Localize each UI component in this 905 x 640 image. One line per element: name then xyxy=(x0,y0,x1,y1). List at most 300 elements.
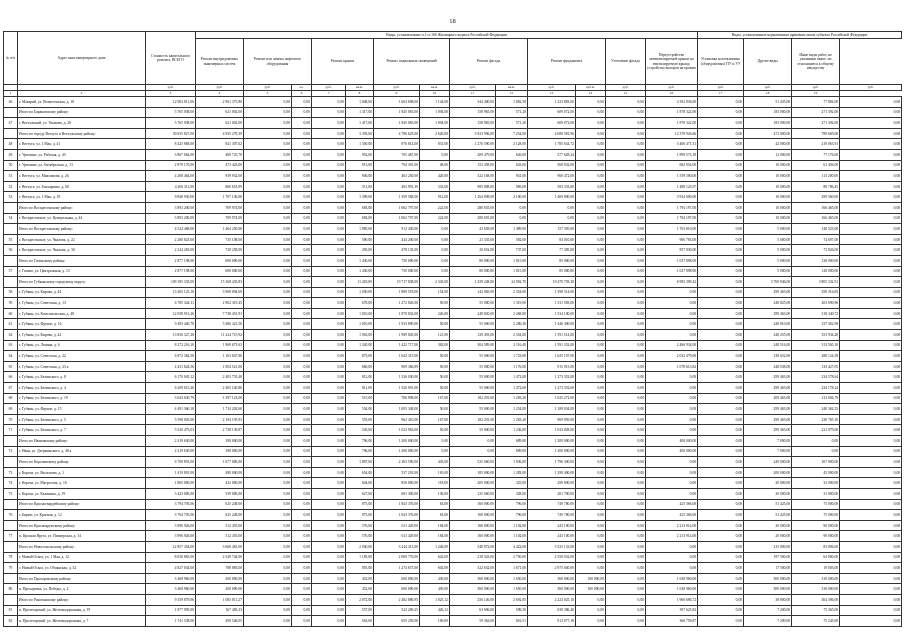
value-cell: 5 525 133,00 xyxy=(528,541,576,552)
value-cell: 642,00 xyxy=(420,552,450,563)
value-cell: 160 000,00 xyxy=(450,520,496,531)
units-cell: руб. xyxy=(146,85,196,91)
row-number xyxy=(4,541,18,552)
value-cell: 0,00 xyxy=(312,171,346,182)
value-cell: 906 783,00 xyxy=(646,234,698,245)
value-cell: 0,00 xyxy=(698,478,744,489)
value-cell: 55 000,00 xyxy=(450,404,496,415)
value-cell: 1 176,00 xyxy=(496,361,528,372)
value-cell: 310 000,00 xyxy=(792,573,840,584)
value-cell: 400 000,00 xyxy=(646,436,698,447)
value-cell: 0,00 xyxy=(606,287,646,298)
value-cell: 1 298 400,00 xyxy=(528,467,576,478)
value-cell: 3 769 946,00 xyxy=(744,277,792,288)
value-cell: 1 707 136,00 xyxy=(196,192,244,203)
units-cell: руб. xyxy=(646,85,698,91)
value-cell: 0,00 xyxy=(292,171,312,182)
value-cell: 0,00 xyxy=(292,255,312,266)
value-cell: 10 000,00 xyxy=(744,160,792,171)
value-cell: 0,00 xyxy=(606,510,646,521)
value-cell: 19 003,00 xyxy=(792,563,840,574)
total-label: Итого по Ракитянскому району: xyxy=(18,594,146,605)
value-cell: 873,00 xyxy=(346,351,374,362)
value-cell: 488 000,00 xyxy=(196,467,244,478)
value-cell: 0,00 xyxy=(576,149,606,160)
value-cell: 0,00 xyxy=(244,181,292,192)
value-cell: 976 814,00 xyxy=(374,139,420,150)
value-cell: 2 961 375,80 xyxy=(196,97,244,108)
row-number: 72 xyxy=(4,446,18,457)
value-cell: 0,00 xyxy=(420,436,450,447)
value-cell: 1 189 034,00 xyxy=(528,404,576,415)
row-number: 46 xyxy=(4,97,18,108)
value-cell: 0,00 xyxy=(312,383,346,394)
total-label: Итого по Губкинскому городскому округу: xyxy=(18,277,146,288)
value-cell: 169,00 xyxy=(420,616,450,627)
value-cell: 0,00 xyxy=(840,520,902,531)
value-cell: 3 468 960,00 xyxy=(146,584,196,595)
value-cell: 962 410,00 xyxy=(374,414,420,425)
col-facade-header: Ремонт фасада xyxy=(450,39,528,85)
value-cell: 1 283,20 xyxy=(496,414,528,425)
value-cell: 1 144,00 xyxy=(420,97,450,108)
value-cell: 0,00 xyxy=(840,213,902,224)
units-cell: руб. xyxy=(196,85,244,91)
value-cell: 0,00 xyxy=(312,128,346,139)
value-cell: 0,00 xyxy=(698,499,744,510)
value-cell: 0,00 xyxy=(312,351,346,362)
value-cell: 21 335,00 xyxy=(450,234,496,245)
value-cell: 55 000,00 xyxy=(450,298,496,309)
value-cell: 0,00 xyxy=(576,372,606,383)
value-cell: 128 000,00 xyxy=(792,255,840,266)
value-cell: 705 467,00 xyxy=(374,149,420,160)
value-cell: 128 000,00 xyxy=(792,266,840,277)
address-cell: г. Губкин, ул. Белинского, д. 7 xyxy=(18,425,146,436)
value-cell: 188 000,00 xyxy=(196,436,244,447)
value-cell: 0,00 xyxy=(606,181,646,192)
value-cell: 0,00 xyxy=(244,149,292,160)
row-number: 54 xyxy=(4,213,18,224)
value-cell: 77 176,00 xyxy=(792,149,840,160)
value-cell: 796,00 xyxy=(346,436,374,447)
value-cell: 0,00 xyxy=(576,414,606,425)
value-cell: 0,00 xyxy=(606,319,646,330)
value-cell: 148 523,00 xyxy=(792,224,840,235)
value-cell: 2 879 170,00 xyxy=(146,160,196,171)
value-cell: 1 078 613,82 xyxy=(646,361,698,372)
address-cell: г. Воскресенское, ул. Чкалова, д. 30 xyxy=(18,245,146,256)
value-cell: 0,00 xyxy=(606,616,646,627)
value-cell: 600 000,00 xyxy=(374,584,420,595)
value-cell: 1 469 800,00 xyxy=(528,192,576,203)
value-cell: 2 116,40 xyxy=(496,340,528,351)
value-cell: 2 194 195,93 xyxy=(196,414,244,425)
value-cell: 50,00 xyxy=(420,425,450,436)
value-cell: 0,00 xyxy=(606,520,646,531)
value-cell: 611 429,00 xyxy=(374,531,420,542)
row-number: 80 xyxy=(4,584,18,595)
value-cell: 2 268,00 xyxy=(496,308,528,319)
value-cell: 0,00 xyxy=(312,340,346,351)
value-cell: 812,00 xyxy=(346,372,374,383)
value-cell: 0,00 xyxy=(698,436,744,447)
row-number: 48 xyxy=(4,139,18,150)
value-cell: 2 549 744,00 xyxy=(196,552,244,563)
value-cell: 382,00 xyxy=(420,340,450,351)
column-number-cell: 8 xyxy=(346,91,374,97)
address-cell: г. Губкин, ул. Комсомольская, д. 48 xyxy=(18,308,146,319)
column-number-cell: 7 xyxy=(312,91,346,97)
value-cell: 51 435,00 xyxy=(744,97,792,108)
value-cell: 0,00 xyxy=(244,616,292,627)
value-cell: 248 825,00 xyxy=(744,298,792,309)
column-number-cell: 12 xyxy=(496,91,528,97)
value-cell: 2 128,00 xyxy=(496,139,528,150)
value-cell: 0,00 xyxy=(606,552,646,563)
value-cell: 1 526 030,00 xyxy=(374,372,420,383)
value-cell: 3 468 960,00 xyxy=(146,573,196,584)
value-cell: 0,00 xyxy=(840,277,902,288)
value-cell: 0,00 xyxy=(698,266,744,277)
value-cell: 0,00 xyxy=(244,573,292,584)
value-cell: 0,00 xyxy=(606,372,646,383)
value-cell: 0,00 xyxy=(698,277,744,288)
value-cell: 0,00 xyxy=(698,118,744,129)
value-cell: 0,00 xyxy=(312,308,346,319)
value-cell: 0,00 xyxy=(244,414,292,425)
value-cell: 157 395,00 xyxy=(528,224,576,235)
row-number: 59 xyxy=(4,298,18,309)
value-cell: 639 386,40 xyxy=(528,605,576,616)
value-cell: 0,00 xyxy=(576,340,606,351)
row-number: 69 xyxy=(4,404,18,415)
value-cell: 0,00 xyxy=(244,171,292,182)
value-cell: 1 010,00 xyxy=(346,308,374,319)
value-cell: 0,00 xyxy=(576,478,606,489)
units-cell: руб. xyxy=(312,85,346,91)
units-cell: кв.м. xyxy=(496,85,528,91)
row-number: 79 xyxy=(4,563,18,574)
value-cell: 20 000,00 xyxy=(744,478,792,489)
value-cell: 1 878 322,00 xyxy=(646,118,698,129)
row-number xyxy=(4,594,18,605)
value-cell: 609 072,00 xyxy=(528,107,576,118)
table-row xyxy=(4,234,902,245)
value-cell: 248 516,00 xyxy=(744,340,792,351)
value-cell: 0,00 xyxy=(576,520,606,531)
value-cell: 432 000,00 xyxy=(196,478,244,489)
address-cell: г. Ветлуга, ул. Максимова, д. 26 xyxy=(18,171,146,182)
value-cell: 9 483 440,78 xyxy=(146,319,196,330)
value-cell: 706 898,00 xyxy=(374,393,420,404)
value-cell: 2 069 776,00 xyxy=(374,552,420,563)
row-number: 58 xyxy=(4,287,18,298)
value-cell: 0,00 xyxy=(646,563,698,574)
value-cell: 4 935 279,39 xyxy=(196,128,244,139)
value-cell: 0,00 xyxy=(698,531,744,542)
value-cell: 0,00 xyxy=(312,139,346,150)
value-cell: 796,00 xyxy=(496,510,528,521)
value-cell: 85 000,00 xyxy=(528,255,576,266)
value-cell: 1 063,00 xyxy=(346,330,374,341)
value-cell: 0,00 xyxy=(698,330,744,341)
value-cell: 2 213 914,00 xyxy=(646,520,698,531)
value-cell: 360 000,00 xyxy=(528,584,576,595)
value-cell: 0,00 xyxy=(840,478,902,489)
value-cell: 0,00 xyxy=(292,552,312,563)
value-cell: 0,00 xyxy=(292,594,312,605)
column-number-cell: 9 xyxy=(374,91,420,97)
value-cell: 63,00 xyxy=(420,499,450,510)
value-cell: 0,00 xyxy=(312,277,346,288)
table-row xyxy=(4,139,902,150)
value-cell: 10 000,00 xyxy=(744,171,792,182)
value-cell: 205 000,00 xyxy=(450,478,496,489)
value-cell: 222,00 xyxy=(420,213,450,224)
value-cell: 9 359 879,06 xyxy=(146,594,196,605)
units-cell: ед. xyxy=(292,85,312,91)
value-cell: 5 000,00 xyxy=(744,234,792,245)
table-row xyxy=(4,425,902,436)
value-cell: 0,00 xyxy=(292,425,312,436)
value-cell: 121,00 xyxy=(420,330,450,341)
value-cell: 1 559 580,00 xyxy=(646,171,698,182)
value-cell: 1 446 300,00 xyxy=(528,319,576,330)
value-cell: 789 669,00 xyxy=(792,128,840,139)
value-cell: 952,00 xyxy=(346,149,374,160)
value-cell: 5 000,00 xyxy=(744,255,792,266)
address-cell: п. Пролетарский, ул. Железнодорожная, д. 7 xyxy=(18,616,146,627)
value-cell: 182 291,00 xyxy=(450,414,496,425)
value-cell: 5 765 038,00 xyxy=(146,107,196,118)
value-cell: 0,00 xyxy=(840,97,902,108)
value-cell: 912 430,00 xyxy=(374,224,420,235)
value-cell: 1 845 065,00 xyxy=(374,118,420,129)
value-cell: 0,00 xyxy=(312,234,346,245)
value-cell: 0,00 xyxy=(606,308,646,319)
value-cell: 0,00 xyxy=(698,181,744,192)
value-cell: 0,00 xyxy=(698,255,744,266)
value-cell: 608 000,00 xyxy=(196,266,244,277)
value-cell: 50,00 xyxy=(420,372,450,383)
value-cell: 1 848,00 xyxy=(346,97,374,108)
value-cell: 1 796 300,00 xyxy=(528,457,576,468)
value-cell: 0,00 xyxy=(312,266,346,277)
value-cell: 3 934 000,00 xyxy=(646,192,698,203)
value-cell: 100 000,00 xyxy=(576,584,606,595)
table-row xyxy=(4,584,902,595)
value-cell: 201 700,00 xyxy=(528,488,576,499)
table-row xyxy=(4,192,902,203)
value-cell: 75 245,00 xyxy=(792,616,840,627)
value-cell: 0,00 xyxy=(244,531,292,542)
value-cell: 1 723,00 xyxy=(496,351,528,362)
table-row xyxy=(4,213,902,224)
value-cell: 0,00 xyxy=(292,224,312,235)
col-total-header: Стоимость капитального ремонта, ВСЕГО xyxy=(146,32,196,85)
value-cell: 50,00 xyxy=(420,383,450,394)
value-cell: 0,00 xyxy=(292,499,312,510)
value-cell: 3 423 000,00 xyxy=(146,488,196,499)
value-cell: 0,00 xyxy=(698,383,744,394)
value-cell: 3 244 413,00 xyxy=(374,541,420,552)
value-cell: 299 463,00 xyxy=(744,404,792,415)
value-cell: 230 765,10 xyxy=(792,414,840,425)
value-cell: 0,00 xyxy=(244,97,292,108)
address-cell: г. Макарий, ул. Вознесенская, д. 18 xyxy=(18,97,146,108)
value-cell: 0,00 xyxy=(244,213,292,224)
value-cell: 48,00 xyxy=(420,160,450,171)
total-row xyxy=(4,541,902,552)
value-cell: 0,00 xyxy=(646,541,698,552)
value-cell: 1 200 000,00 xyxy=(528,436,576,447)
value-cell: 209 479,00 xyxy=(450,149,496,160)
value-cell: 30 655 827,00 xyxy=(146,128,196,139)
table-row xyxy=(4,351,902,362)
value-cell: 64 800,00 xyxy=(792,552,840,563)
value-cell: 4 422,00 xyxy=(496,541,528,552)
value-cell: 397 625,82 xyxy=(646,605,698,616)
value-cell: 1 422 717,00 xyxy=(374,340,420,351)
value-cell: 2 975 040,00 xyxy=(528,563,576,574)
value-cell: 1 025 272,00 xyxy=(528,393,576,404)
column-number-cell: 3 xyxy=(146,91,196,97)
value-cell: 1 785 634,72 xyxy=(528,139,576,150)
value-cell: 113 200,00 xyxy=(792,171,840,182)
column-number-cell: 6 xyxy=(292,91,312,97)
row-number xyxy=(4,128,18,139)
value-cell: 1 350,00 xyxy=(346,139,374,150)
value-cell: 0,00 xyxy=(576,308,606,319)
value-cell: 337 362,98 xyxy=(792,319,840,330)
value-cell: 1 003 348,00 xyxy=(374,404,420,415)
value-cell: 0,00 xyxy=(576,541,606,552)
value-cell: 200 000,00 xyxy=(744,467,792,478)
value-cell: 1 094,00 xyxy=(420,118,450,129)
value-cell: 1 489,00 xyxy=(496,224,528,235)
value-cell: 0,00 xyxy=(244,383,292,394)
value-cell: 1 591 352,00 xyxy=(528,340,576,351)
value-cell: 133 427,05 xyxy=(792,361,840,372)
value-cell: 1 865 000,00 xyxy=(146,478,196,489)
value-cell: 188 000,00 xyxy=(196,446,244,457)
value-cell: 20 000,00 xyxy=(744,520,792,531)
value-cell: 913,00 xyxy=(346,160,374,171)
value-cell: 2 032 479,00 xyxy=(646,351,698,362)
value-cell: 1 882,58 xyxy=(496,97,528,108)
col-roof-header: Ремонт крыши xyxy=(312,39,374,85)
value-cell: 5 486 421,50 xyxy=(196,319,244,330)
value-cell: 51 425,00 xyxy=(744,499,792,510)
value-cell: 0,00 xyxy=(606,160,646,171)
table-row xyxy=(4,245,902,256)
value-cell: 689,00 xyxy=(496,446,528,457)
value-cell: 0,00 xyxy=(698,563,744,574)
value-cell: 12 902 811,06 xyxy=(146,97,196,108)
value-cell: 2 728 139,87 xyxy=(196,425,244,436)
value-cell: 4 827 034,00 xyxy=(146,563,196,574)
table-row xyxy=(4,160,902,171)
value-cell: 218 343,00 xyxy=(450,552,496,563)
value-cell: 8 425 868,00 xyxy=(146,139,196,150)
value-cell: 0,00 xyxy=(698,510,744,521)
value-cell: 1 889 518,00 xyxy=(374,287,420,298)
value-cell: 7 254,00 xyxy=(496,128,528,139)
value-cell: 1 283,20 xyxy=(496,393,528,404)
value-cell: 0,00 xyxy=(840,383,902,394)
value-cell: 295,00 xyxy=(346,245,374,256)
units-cell: руб. xyxy=(528,85,576,91)
value-cell: 0,00 xyxy=(244,436,292,447)
value-cell: 0,00 xyxy=(606,584,646,595)
value-cell: 15 168 435,83 xyxy=(196,277,244,288)
value-cell: 288 124,58 xyxy=(792,351,840,362)
value-cell: 0,00 xyxy=(292,478,312,489)
value-cell: 165,00 xyxy=(420,467,450,478)
value-cell: 166 465,00 xyxy=(792,213,840,224)
value-cell: 0,00 xyxy=(840,202,902,213)
value-cell: 0,00 xyxy=(244,245,292,256)
value-cell: 0,00 xyxy=(576,213,606,224)
table-row xyxy=(4,266,902,277)
value-cell: 248 038,00 xyxy=(744,361,792,372)
value-cell: 0,00 xyxy=(244,488,292,499)
column-number-cell: 10 xyxy=(420,91,450,97)
value-cell: 749 780,00 xyxy=(528,499,576,510)
value-cell: 83 010,00 xyxy=(528,234,576,245)
value-cell: 0,00 xyxy=(244,351,292,362)
value-cell: 4 431 824,56 xyxy=(146,361,196,372)
value-cell: 0,00 xyxy=(698,192,744,203)
value-cell: 0,00 xyxy=(646,414,698,425)
value-cell: 59 363,00 xyxy=(450,616,496,627)
value-cell: 7 000,00 xyxy=(744,446,792,457)
value-cell: 1 094,00 xyxy=(420,107,450,118)
value-cell: 0,00 xyxy=(698,202,744,213)
value-cell: 0,00 xyxy=(312,118,346,129)
value-cell: 0,00 xyxy=(606,531,646,542)
value-cell: 0,00 xyxy=(646,393,698,404)
value-cell: 32 000,00 xyxy=(792,478,840,489)
table-row xyxy=(4,467,902,478)
value-cell: 248 810,00 xyxy=(744,319,792,330)
value-cell: 184,00 xyxy=(420,520,450,531)
value-cell: 12 857 454,00 xyxy=(146,541,196,552)
total-row xyxy=(4,128,902,139)
total-label: Итого по Красногвардейскому району: xyxy=(18,499,146,510)
value-cell: 1 638 960,00 xyxy=(646,573,698,584)
value-cell: 2 286,30 xyxy=(496,319,528,330)
value-cell: 304 386,00 xyxy=(792,594,840,605)
value-cell: 1 102,00 xyxy=(496,520,528,531)
column-number-cell: 11 xyxy=(450,91,496,97)
value-cell: 0,00 xyxy=(646,457,698,468)
value-cell: 0,00 xyxy=(528,213,576,224)
value-cell: 154,00 xyxy=(420,287,450,298)
value-cell: 2 692,85 xyxy=(496,594,528,605)
col-foundation-header: Ремонт фундамента xyxy=(528,39,606,85)
value-cell: 2 363 590,00 xyxy=(374,457,420,468)
value-cell: 322 632,00 xyxy=(450,563,496,574)
value-cell: 0,00 xyxy=(576,107,606,118)
value-cell: 0,00 xyxy=(840,436,902,447)
value-cell: 0,00 xyxy=(646,478,698,489)
value-cell: 4 786 625,00 xyxy=(374,128,420,139)
value-cell: 3 893 200,00 xyxy=(146,202,196,213)
value-cell: 0,00 xyxy=(244,552,292,563)
value-cell: 0,00 xyxy=(528,202,576,213)
